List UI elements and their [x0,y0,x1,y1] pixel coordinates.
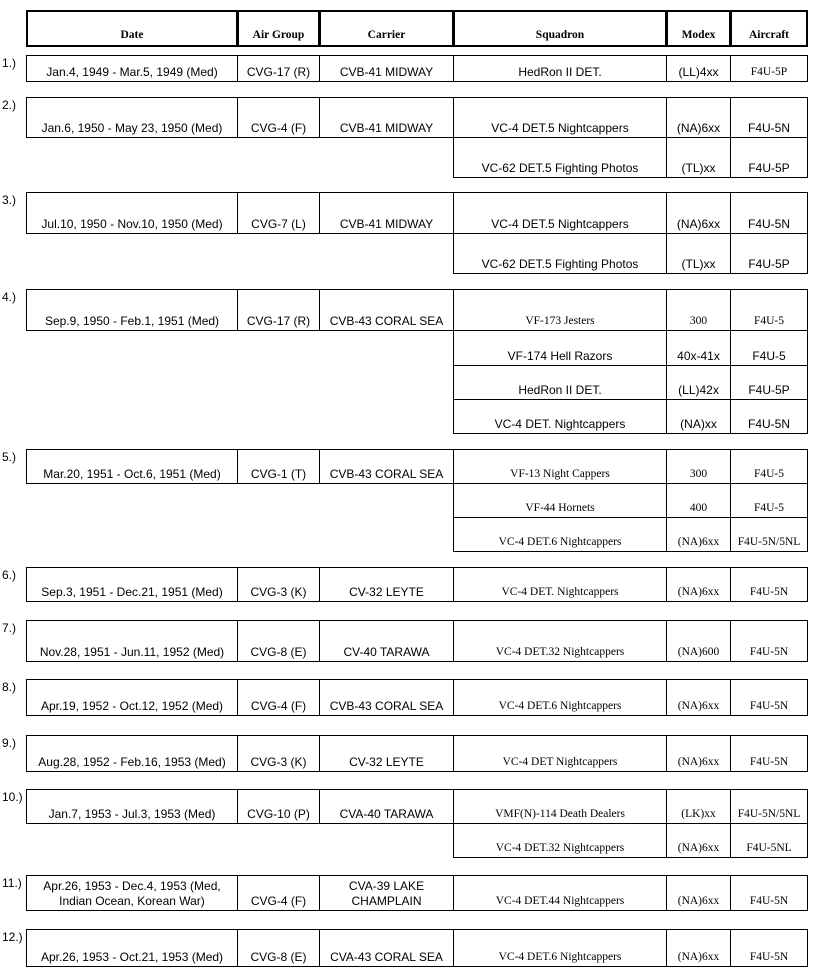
squadron-cell: VC-4 DET.6 Nightcappers [453,517,667,552]
squadron-cell: VF-13 Night Cappers [453,449,667,484]
aircraft-cell: F4U-5N [730,875,808,911]
header-aircraft: Aircraft [730,10,808,47]
modex-cell: (TL)xx [666,233,731,274]
carrier-cell: CV-32 LEYTE [319,567,454,602]
modex-cell: (NA)6xx [666,735,731,772]
squadron-cell: VC-62 DET.5 Fighting Photos [453,233,667,274]
row-number: 4.) [2,290,17,304]
carrier-cell: CVB-43 CORAL SEA [319,679,454,716]
row-number: 2.) [2,98,17,112]
date-cell: Jan.6, 1950 - May 23, 1950 (Med) [26,97,238,138]
carrier-cell: CVB-43 CORAL SEA [319,289,454,331]
carrier-cell: CVA-40 TARAWA [319,789,454,824]
modex-cell: (NA)6xx [666,823,731,858]
carrier-cell: CVB-41 MIDWAY [319,55,454,82]
row-number: 8.) [2,680,17,694]
aircraft-cell: F4U-5N [730,735,808,772]
modex-cell: (NA)xx [666,399,731,434]
row-number: 5.) [2,450,17,464]
aircraft-cell: F4U-5P [730,365,808,400]
modex-cell: (LL)42x [666,365,731,400]
row-number: 6.) [2,568,17,582]
squadron-cell: VF-173 Jesters [453,289,667,331]
modex-cell: 300 [666,449,731,484]
carrier-cell: CVB-41 MIDWAY [319,97,454,138]
modex-cell: (NA)6xx [666,517,731,552]
date-cell: Sep.3, 1951 - Dec.21, 1951 (Med) [26,567,238,602]
modex-cell: 300 [666,289,731,331]
air-group-cell: CVG-7 (L) [237,192,320,234]
modex-cell: (LL)4xx [666,55,731,82]
modex-cell: (NA)6xx [666,192,731,234]
air-group-cell: CVG-4 (F) [237,97,320,138]
aircraft-cell: F4U-5 [730,449,808,484]
row-number: 7.) [2,621,17,635]
air-group-cell: CVG-4 (F) [237,679,320,716]
modex-cell: (NA)6xx [666,929,731,967]
row-number: 3.) [2,193,17,207]
modex-cell: 40x-41x [666,330,731,366]
date-cell: Aug.28, 1952 - Feb.16, 1953 (Med) [26,735,238,772]
date-cell: Apr.19, 1952 - Oct.12, 1952 (Med) [26,679,238,716]
squadron-cell: HedRon II DET. [453,365,667,400]
row-number: 1.) [2,56,17,70]
carrier-cell: CVB-41 MIDWAY [319,192,454,234]
aircraft-cell: F4U-5N [730,192,808,234]
squadron-cell: VC-4 DET Nightcappers [453,735,667,772]
aircraft-cell: F4U-5P [730,137,808,178]
carrier-cell: CVA-43 CORAL SEA [319,929,454,967]
modex-cell: (NA)600 [666,620,731,662]
air-group-cell: CVG-17 (R) [237,55,320,82]
aircraft-cell: F4U-5 [730,330,808,366]
aircraft-cell: F4U-5NL [730,823,808,858]
squadron-cell: VF-44 Hornets [453,483,667,518]
modex-cell: 400 [666,483,731,518]
air-group-cell: CVG-17 (R) [237,289,320,331]
squadron-cell: VC-4 DET.6 Nightcappers [453,929,667,967]
row-number: 11.) [2,876,22,890]
aircraft-cell: F4U-5N [730,97,808,138]
air-group-cell: CVG-3 (K) [237,735,320,772]
header-squadron: Squadron [453,10,667,47]
carrier-cell: CVA-39 LAKE CHAMPLAIN [319,875,454,911]
aircraft-cell: F4U-5N [730,929,808,967]
modex-cell: (NA)6xx [666,97,731,138]
air-group-cell: CVG-8 (E) [237,620,320,662]
date-cell: Jan.7, 1953 - Jul.3, 1953 (Med) [26,789,238,824]
aircraft-cell: F4U-5P [730,233,808,274]
carrier-cell: CV-32 LEYTE [319,735,454,772]
header-modex: Modex [666,10,731,47]
squadron-cell: VC-4 DET.6 Nightcappers [453,679,667,716]
air-group-cell: CVG-10 (P) [237,789,320,824]
header-carrier: Carrier [319,10,454,47]
squadron-cell: VF-174 Hell Razors [453,330,667,366]
aircraft-cell: F4U-5N [730,679,808,716]
date-cell: Apr.26, 1953 - Oct.21, 1953 (Med) [26,929,238,967]
row-number: 9.) [2,736,17,750]
row-number: 12.) [2,930,23,944]
aircraft-cell: F4U-5 [730,289,808,331]
aircraft-cell: F4U-5N/5NL [730,517,808,552]
squadron-cell: VC-4 DET.5 Nightcappers [453,97,667,138]
aircraft-cell: F4U-5N [730,399,808,434]
squadron-cell: VC-4 DET. Nightcappers [453,399,667,434]
modex-cell: (NA)6xx [666,679,731,716]
modex-cell: (TL)xx [666,137,731,178]
date-cell: Jul.10, 1950 - Nov.10, 1950 (Med) [26,192,238,234]
squadron-cell: VMF(N)-114 Death Dealers [453,789,667,824]
air-group-cell: CVG-1 (T) [237,449,320,484]
row-number: 10.) [2,790,23,804]
aircraft-cell: F4U-5N [730,567,808,602]
modex-cell: (NA)6xx [666,567,731,602]
aircraft-cell: F4U-5N/5NL [730,789,808,824]
carrier-cell: CVB-43 CORAL SEA [319,449,454,484]
air-group-cell: CVG-4 (F) [237,875,320,911]
modex-cell: (LK)xx [666,789,731,824]
header-date: Date [26,10,238,47]
aircraft-cell: F4U-5 [730,483,808,518]
squadron-cell: VC-4 DET.32 Nightcappers [453,620,667,662]
header-air-group: Air Group [237,10,320,47]
squadron-cell: VC-4 DET.44 Nightcappers [453,875,667,911]
squadron-cell: VC-4 DET.32 Nightcappers [453,823,667,858]
aircraft-cell: F4U-5P [730,55,808,82]
date-cell: Jan.4, 1949 - Mar.5, 1949 (Med) [26,55,238,82]
modex-cell: (NA)6xx [666,875,731,911]
date-cell: Nov.28, 1951 - Jun.11, 1952 (Med) [26,620,238,662]
squadron-cell: VC-4 DET.5 Nightcappers [453,192,667,234]
squadron-cell: HedRon II DET. [453,55,667,82]
squadron-cell: VC-62 DET.5 Fighting Photos [453,137,667,178]
date-cell: Sep.9, 1950 - Feb.1, 1951 (Med) [26,289,238,331]
date-cell: Mar.20, 1951 - Oct.6, 1951 (Med) [26,449,238,484]
air-group-cell: CVG-3 (K) [237,567,320,602]
carrier-cell: CV-40 TARAWA [319,620,454,662]
aircraft-cell: F4U-5N [730,620,808,662]
date-cell: Apr.26, 1953 - Dec.4, 1953 (Med, Indian Ocean, Korean War) [26,875,238,911]
squadron-cell: VC-4 DET. Nightcappers [453,567,667,602]
air-group-cell: CVG-8 (E) [237,929,320,967]
